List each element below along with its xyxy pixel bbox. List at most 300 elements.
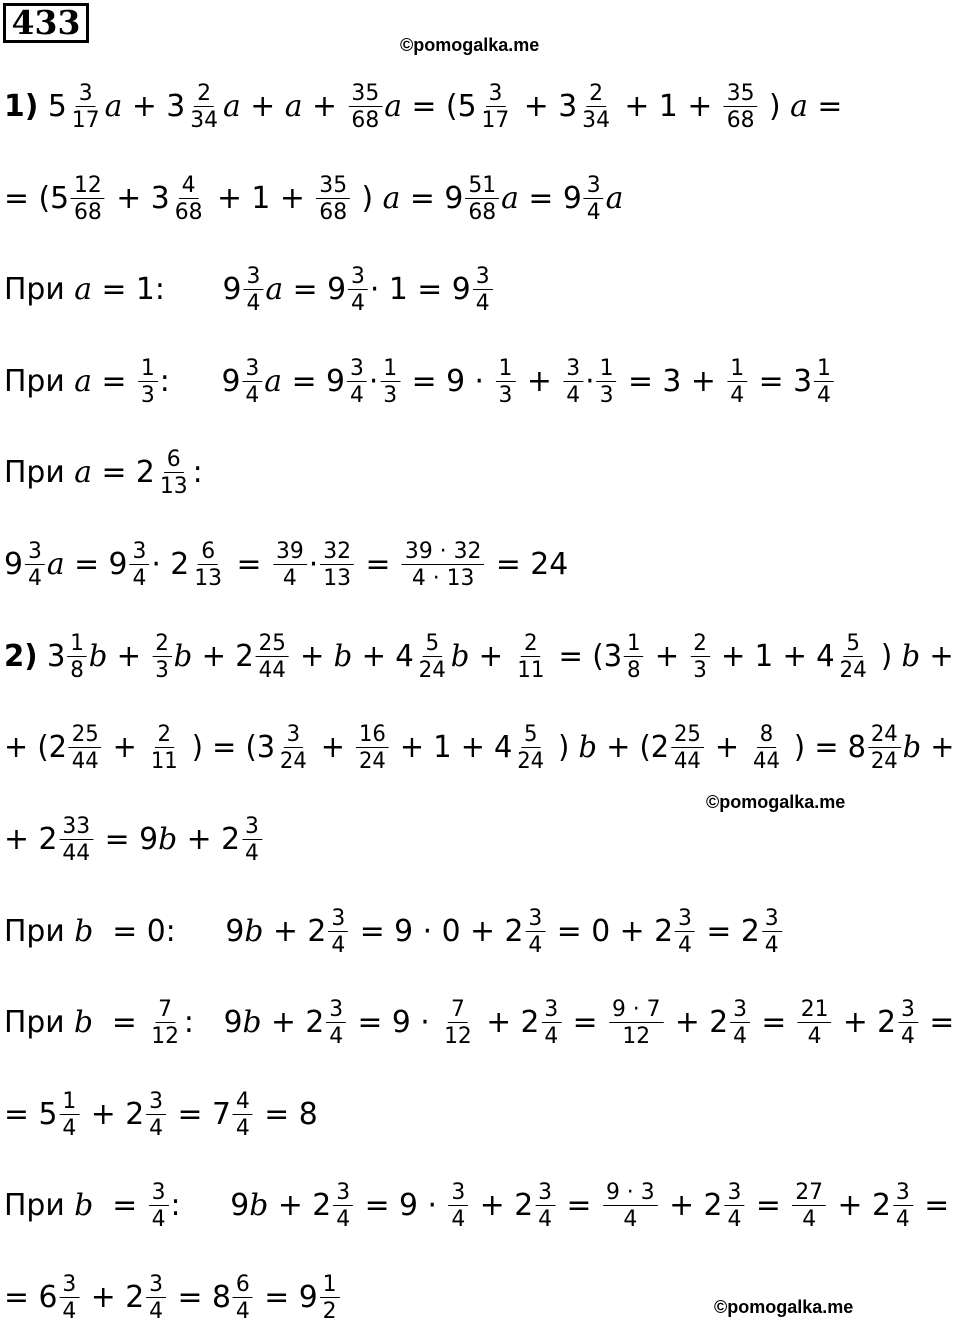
fraction-numerator: 16 bbox=[356, 723, 389, 748]
fraction bbox=[233, 1273, 253, 1323]
fraction-denominator: 12 bbox=[622, 1024, 651, 1049]
math-text: = bbox=[91, 364, 136, 399]
fraction bbox=[138, 357, 158, 407]
math-text: ) = 8 bbox=[784, 730, 867, 765]
math-line bbox=[4, 525, 954, 605]
math-text: + (2 bbox=[4, 730, 67, 765]
fraction-denominator: 4 bbox=[538, 1207, 553, 1232]
math-text: При bbox=[4, 455, 75, 490]
math-text: 9 bbox=[223, 1005, 243, 1040]
fraction-numerator: 6 bbox=[198, 540, 218, 565]
fraction bbox=[584, 174, 604, 224]
fraction-denominator: 13 bbox=[194, 566, 223, 591]
math-text: = 9 bbox=[282, 364, 345, 399]
variable: a bbox=[265, 272, 284, 307]
fraction-numerator: 3 bbox=[525, 907, 545, 932]
math-line bbox=[4, 800, 954, 880]
variable: b bbox=[902, 730, 922, 765]
fraction-numerator: 3 bbox=[284, 723, 303, 748]
fraction-denominator: 44 bbox=[258, 658, 286, 683]
fraction-numerator: 2 bbox=[194, 82, 214, 107]
math-text: + bbox=[645, 639, 689, 674]
math-text: + 2 bbox=[81, 1280, 145, 1315]
math-text: = 8 bbox=[168, 1280, 231, 1315]
math-text: : bbox=[192, 455, 203, 490]
math-text: + bbox=[920, 639, 954, 674]
variable: b bbox=[88, 639, 108, 674]
fraction bbox=[837, 632, 870, 682]
fraction-denominator: 24 bbox=[358, 749, 386, 774]
fraction-numerator: 6 bbox=[233, 1273, 253, 1298]
fraction bbox=[233, 1090, 253, 1140]
fraction-denominator: 24 bbox=[418, 658, 446, 683]
fraction bbox=[525, 907, 545, 957]
fraction-numerator: 5 bbox=[843, 632, 862, 657]
variable: a bbox=[790, 89, 808, 124]
fraction bbox=[893, 1181, 913, 1231]
fraction-denominator: 68 bbox=[74, 200, 102, 225]
math-text: При bbox=[4, 1188, 75, 1223]
math-text: + 1 + bbox=[614, 89, 722, 124]
math-line bbox=[4, 617, 954, 697]
fraction bbox=[273, 540, 307, 590]
fraction-denominator: 4 bbox=[329, 1024, 344, 1049]
fraction-numerator: 51 bbox=[465, 174, 499, 199]
variable: a bbox=[264, 364, 283, 399]
math-text: : bbox=[170, 1188, 181, 1223]
fraction-denominator: 4 bbox=[802, 1207, 817, 1232]
fraction-numerator: 3 bbox=[675, 907, 695, 932]
math-text: = 9 · 0 + 2 bbox=[350, 914, 524, 949]
fraction-numerator: 3 bbox=[473, 265, 493, 290]
fraction bbox=[320, 540, 354, 590]
fraction-numerator: 1 bbox=[138, 357, 158, 382]
math-text: + 3 bbox=[106, 181, 170, 216]
fraction-denominator: 4 bbox=[451, 1207, 466, 1232]
fraction-denominator: 4 bbox=[678, 933, 692, 958]
fraction bbox=[320, 1273, 340, 1323]
math-text: = bbox=[746, 1188, 791, 1223]
fraction bbox=[448, 1181, 468, 1231]
fraction bbox=[624, 632, 643, 682]
fraction-denominator: 2 bbox=[322, 1299, 337, 1324]
math-text: = bbox=[807, 89, 843, 124]
fraction bbox=[149, 1181, 169, 1231]
variable: b bbox=[158, 822, 178, 857]
fraction-denominator: 4 bbox=[895, 1207, 910, 1232]
fraction bbox=[244, 265, 264, 315]
fraction-numerator: 2 bbox=[152, 632, 171, 657]
math-text: ) bbox=[548, 730, 579, 765]
fraction bbox=[67, 632, 86, 682]
fraction bbox=[898, 998, 918, 1048]
fraction-numerator: 8 bbox=[757, 723, 776, 748]
math-text: + 2 bbox=[659, 1188, 723, 1223]
fraction-numerator: 3 bbox=[76, 82, 96, 107]
math-text: При bbox=[4, 272, 75, 307]
math-text: ) bbox=[871, 639, 902, 674]
math-text: 9 bbox=[4, 547, 23, 582]
fraction-numerator: 3 bbox=[584, 174, 604, 199]
fraction bbox=[690, 632, 709, 682]
fraction-denominator: 8 bbox=[626, 658, 641, 683]
fraction bbox=[724, 1181, 744, 1231]
math-text: = 9 bbox=[283, 272, 347, 307]
math-text: + 2 bbox=[261, 1005, 325, 1040]
fraction bbox=[671, 723, 704, 773]
fraction bbox=[328, 907, 348, 957]
fraction bbox=[563, 357, 583, 407]
math-text: = 9 · bbox=[348, 1005, 440, 1040]
math-text: + 2 bbox=[263, 914, 327, 949]
fraction-denominator: 24 bbox=[279, 749, 307, 774]
fraction bbox=[814, 357, 834, 407]
math-text: = 5 bbox=[4, 1097, 58, 1132]
fraction-denominator: 68 bbox=[319, 200, 348, 225]
fraction bbox=[514, 632, 547, 682]
fraction-denominator: 34 bbox=[582, 108, 610, 133]
math-text: = (3 bbox=[549, 639, 623, 674]
math-text: · 1 = 9 bbox=[369, 272, 471, 307]
fraction-numerator: 3 bbox=[485, 82, 505, 107]
variable: a bbox=[284, 89, 303, 124]
fraction bbox=[25, 540, 45, 590]
fraction-numerator: 3 bbox=[244, 265, 264, 290]
fraction-denominator: 4 bbox=[62, 1116, 77, 1141]
math-text: + 2 bbox=[268, 1188, 332, 1223]
fraction-denominator: 3 bbox=[155, 658, 169, 683]
math-text: = 6 bbox=[4, 1280, 58, 1315]
fraction-denominator: 34 bbox=[190, 108, 219, 133]
fraction-denominator: 68 bbox=[174, 200, 203, 225]
fraction-numerator: 3 bbox=[563, 357, 583, 382]
fraction bbox=[380, 357, 400, 407]
fraction-numerator: 3 bbox=[348, 265, 368, 290]
fraction bbox=[148, 723, 181, 773]
fraction-numerator: 32 bbox=[320, 540, 354, 565]
fraction bbox=[750, 723, 783, 773]
math-text: 3 bbox=[37, 639, 66, 674]
math-text: + 2 bbox=[476, 1005, 540, 1040]
fraction bbox=[148, 998, 182, 1048]
fraction-numerator: 3 bbox=[724, 1181, 744, 1206]
math-text: + 2 bbox=[192, 639, 254, 674]
variable: b bbox=[74, 914, 94, 949]
fraction-numerator: 3 bbox=[242, 357, 262, 382]
fraction-denominator: 24 bbox=[517, 749, 545, 774]
math-text: + 1 + 4 bbox=[711, 639, 835, 674]
math-text: 9 bbox=[230, 1188, 250, 1223]
math-line bbox=[4, 433, 954, 513]
math-text: + bbox=[921, 730, 955, 765]
math-text: + 3 bbox=[122, 89, 186, 124]
math-text: + bbox=[311, 730, 355, 765]
fraction-numerator: 3 bbox=[328, 907, 348, 932]
variable: b bbox=[578, 730, 598, 765]
math-text: · 2 bbox=[151, 547, 190, 582]
fraction-numerator: 1 bbox=[380, 357, 400, 382]
fraction bbox=[326, 998, 346, 1048]
fraction-numerator: 1 bbox=[624, 632, 643, 657]
fraction-denominator: 4 bbox=[349, 383, 364, 408]
fraction-denominator: 4 bbox=[528, 933, 543, 958]
fraction-numerator: 5 bbox=[423, 632, 442, 657]
fraction-denominator: 4 bbox=[149, 1299, 164, 1324]
math-text: = 9 bbox=[400, 181, 464, 216]
variable: a bbox=[223, 89, 241, 124]
fraction-numerator: 35 bbox=[724, 82, 758, 107]
watermark: ©pomogalka.me bbox=[400, 35, 540, 55]
math-text: = 3 + bbox=[618, 364, 726, 399]
fraction-numerator: 2 bbox=[521, 632, 540, 657]
variable: a bbox=[605, 181, 624, 216]
fraction bbox=[356, 723, 389, 773]
fraction-numerator: 3 bbox=[333, 1181, 353, 1206]
math-text: При bbox=[4, 1005, 74, 1040]
fraction-numerator: 12 bbox=[71, 174, 105, 199]
math-text: + 2 bbox=[833, 1005, 897, 1040]
fraction-numerator: 4 bbox=[233, 1090, 253, 1115]
math-text: + 2 bbox=[177, 822, 241, 857]
fraction-numerator: 3 bbox=[146, 1090, 166, 1115]
fraction-denominator: 3 bbox=[599, 383, 614, 408]
fraction bbox=[603, 1181, 658, 1231]
variable: a bbox=[384, 89, 403, 124]
fraction-numerator: 3 bbox=[59, 1273, 79, 1298]
fraction-denominator: 17 bbox=[71, 108, 100, 133]
math-line bbox=[4, 67, 954, 147]
fraction bbox=[348, 82, 382, 132]
variable: b bbox=[901, 639, 921, 674]
math-text: = 0 + 2 bbox=[547, 914, 674, 949]
math-text: · bbox=[585, 364, 595, 399]
math-text: + 2 bbox=[81, 1097, 145, 1132]
variable: b bbox=[333, 639, 353, 674]
math-line bbox=[4, 708, 955, 788]
fraction-denominator: 4 · 13 bbox=[411, 566, 475, 591]
problem-number: 433 bbox=[3, 3, 89, 43]
fraction-denominator: 4 bbox=[733, 1024, 747, 1049]
fraction bbox=[868, 723, 901, 773]
math-text: = 9 · bbox=[355, 1188, 447, 1223]
fraction-numerator: 1 bbox=[320, 1273, 340, 1298]
math-text: = bbox=[751, 1005, 796, 1040]
math-text: = 9 · bbox=[402, 364, 494, 399]
fraction-numerator: 9 · 7 bbox=[609, 998, 663, 1023]
fraction-denominator: 4 bbox=[245, 383, 260, 408]
math-text: = 9 bbox=[64, 547, 128, 582]
fraction bbox=[157, 448, 191, 498]
math-text: + bbox=[469, 639, 513, 674]
math-line bbox=[4, 1258, 954, 1338]
fraction-denominator: 3 bbox=[498, 383, 513, 408]
math-line bbox=[4, 159, 954, 239]
fraction bbox=[59, 815, 93, 865]
fraction bbox=[277, 723, 310, 773]
fraction bbox=[152, 632, 171, 682]
math-text: + 2 bbox=[828, 1188, 891, 1223]
variable: b bbox=[73, 1005, 94, 1040]
math-text: + bbox=[240, 89, 285, 124]
fraction-numerator: 25 bbox=[256, 632, 289, 657]
fraction bbox=[798, 998, 832, 1048]
math-line bbox=[4, 892, 954, 972]
variable: a bbox=[46, 547, 65, 582]
math-text: + 2 bbox=[470, 1188, 534, 1223]
fraction bbox=[609, 998, 663, 1048]
math-text: ) bbox=[759, 89, 791, 124]
math-line bbox=[4, 983, 955, 1063]
fraction-numerator: 2 bbox=[155, 723, 174, 748]
fraction-denominator: 44 bbox=[753, 749, 780, 774]
fraction-numerator: 3 bbox=[893, 1181, 913, 1206]
fraction-numerator: 3 bbox=[129, 540, 149, 565]
fraction bbox=[242, 357, 262, 407]
variable: b bbox=[249, 1188, 269, 1223]
math-text: : bbox=[159, 364, 170, 399]
fraction-denominator: 4 bbox=[727, 1207, 742, 1232]
math-text: 9 bbox=[221, 364, 241, 399]
fraction-denominator: 4 bbox=[764, 933, 779, 958]
fraction-denominator: 44 bbox=[71, 749, 99, 774]
fraction bbox=[541, 998, 561, 1048]
math-text: + bbox=[517, 364, 562, 399]
fraction-numerator: 3 bbox=[326, 998, 346, 1023]
math-line bbox=[4, 1166, 954, 1246]
fraction-denominator: 4 bbox=[586, 200, 601, 225]
fraction bbox=[172, 174, 206, 224]
fraction-denominator: 4 bbox=[901, 1024, 915, 1049]
fraction-denominator: 4 bbox=[132, 566, 147, 591]
fraction-numerator: 1 bbox=[495, 357, 515, 382]
fraction bbox=[465, 174, 499, 224]
fraction-denominator: 24 bbox=[870, 749, 898, 774]
math-text: = 9 bbox=[254, 1280, 318, 1315]
fraction bbox=[730, 998, 750, 1048]
variable: a bbox=[501, 181, 519, 216]
fraction-denominator: 4 bbox=[245, 841, 259, 866]
fraction-numerator: 1 bbox=[597, 357, 617, 382]
fraction-denominator: 4 bbox=[807, 1024, 822, 1049]
fraction-numerator: 3 bbox=[535, 1181, 555, 1206]
math-text: 9 bbox=[225, 914, 245, 949]
variable: a bbox=[382, 181, 401, 216]
variable: b bbox=[173, 639, 193, 674]
fraction-denominator: 24 bbox=[839, 658, 867, 683]
fraction-numerator: 21 bbox=[798, 998, 832, 1023]
fraction bbox=[333, 1181, 353, 1231]
fraction bbox=[473, 265, 493, 315]
part-label: 1) bbox=[4, 89, 39, 124]
fraction-numerator: 9 · 3 bbox=[603, 1181, 658, 1206]
fraction-numerator: 35 bbox=[316, 174, 350, 199]
fraction-denominator: 4 bbox=[27, 566, 42, 591]
fraction-numerator: 7 bbox=[448, 998, 468, 1023]
fraction bbox=[495, 357, 515, 407]
fraction-numerator: 1 bbox=[727, 357, 747, 382]
math-text: = bbox=[355, 547, 400, 582]
variable: a bbox=[74, 455, 92, 490]
math-text: = 3 bbox=[749, 364, 813, 399]
math-text: + bbox=[107, 639, 151, 674]
fraction bbox=[347, 357, 367, 407]
variable: a bbox=[74, 272, 92, 307]
fraction-numerator: 3 bbox=[448, 1181, 468, 1206]
fraction-denominator: 4 bbox=[62, 1299, 77, 1324]
math-text: ) bbox=[352, 181, 383, 216]
math-line bbox=[4, 250, 954, 330]
fraction bbox=[71, 174, 105, 224]
fraction-denominator: 4 bbox=[475, 291, 490, 316]
fraction-denominator: 4 bbox=[730, 383, 745, 408]
variable: b bbox=[242, 1005, 262, 1040]
fraction-denominator: 17 bbox=[481, 108, 510, 133]
math-text: = bbox=[93, 1005, 147, 1040]
variable: a bbox=[74, 364, 92, 399]
fraction-numerator: 3 bbox=[898, 998, 918, 1023]
fraction-numerator: 3 bbox=[25, 540, 45, 565]
fraction-numerator: 1 bbox=[814, 357, 834, 382]
fraction-numerator: 1 bbox=[67, 632, 86, 657]
math-text: + 2 bbox=[4, 822, 58, 857]
fraction bbox=[514, 723, 547, 773]
fraction-denominator: 3 bbox=[693, 658, 707, 683]
math-text: + bbox=[290, 639, 334, 674]
fraction-denominator: 44 bbox=[62, 841, 91, 866]
fraction-denominator: 13 bbox=[323, 566, 352, 591]
fraction-numerator: 3 bbox=[730, 998, 750, 1023]
fraction bbox=[146, 1273, 166, 1323]
math-text: = bbox=[557, 1188, 601, 1223]
fraction-denominator: 4 bbox=[246, 291, 261, 316]
variable: b bbox=[244, 914, 264, 949]
fraction-numerator: 1 bbox=[59, 1090, 79, 1115]
fraction bbox=[762, 907, 782, 957]
fraction bbox=[316, 174, 350, 224]
fraction-denominator: 68 bbox=[351, 108, 380, 133]
math-text: + 1 + 4 bbox=[390, 730, 513, 765]
fraction-denominator: 4 bbox=[149, 1116, 164, 1141]
math-text: · bbox=[308, 547, 319, 582]
math-text: + bbox=[103, 730, 147, 765]
fraction-denominator: 8 bbox=[70, 658, 84, 683]
fraction-numerator: 39 · 32 bbox=[402, 540, 484, 565]
fraction-denominator: 13 bbox=[159, 474, 188, 499]
math-text: = 2 bbox=[696, 914, 760, 949]
math-text: = bbox=[563, 1005, 608, 1040]
fraction bbox=[129, 540, 149, 590]
fraction-denominator: 4 bbox=[235, 1116, 250, 1141]
fraction bbox=[416, 632, 449, 682]
math-text: · bbox=[368, 364, 379, 399]
fraction bbox=[242, 815, 262, 865]
part-label: 2) bbox=[4, 639, 38, 674]
fraction-numerator: 6 bbox=[164, 448, 184, 473]
math-text: = (5 bbox=[4, 181, 70, 216]
math-text: = 9 bbox=[518, 181, 582, 216]
math-text: = (5 bbox=[402, 89, 477, 124]
fraction bbox=[441, 998, 475, 1048]
watermark: ©pomogalka.me bbox=[714, 1297, 854, 1317]
math-text: = 8 bbox=[254, 1097, 318, 1132]
fraction-denominator: 12 bbox=[444, 1024, 472, 1049]
fraction-denominator: 3 bbox=[383, 383, 398, 408]
math-text: При bbox=[4, 364, 75, 399]
fraction bbox=[579, 82, 613, 132]
fraction-numerator: 25 bbox=[69, 723, 102, 748]
fraction-denominator: 4 bbox=[235, 1299, 250, 1324]
math-text: При bbox=[4, 914, 75, 949]
